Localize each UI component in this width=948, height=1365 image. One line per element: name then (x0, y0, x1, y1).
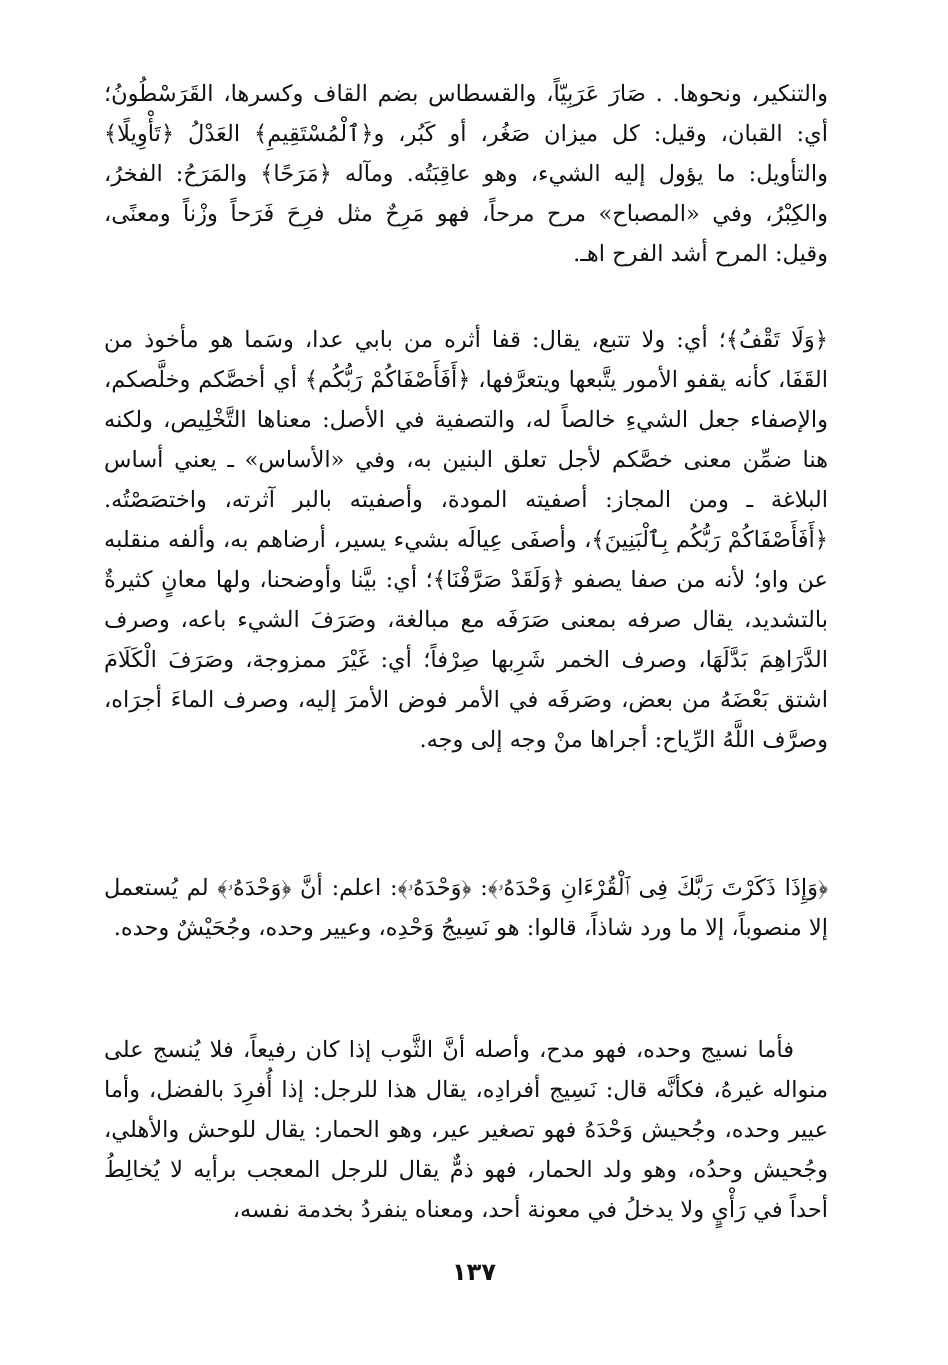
page-number: ١٣٧ (452, 1258, 496, 1286)
paragraph-text: فأما نسيج وحده، فهو مدح، وأصله أنَّ الثَّوب إذا كان رفيعاً، فلا يُنسج على منواله غيرهُ، فكأنَّه قال: نَسِيج أفرادِه، يقال هذا للرجل: إذا أُفرِدَ بالفضل، وأما عيير وحده، وجُحيش وَحْدَهُ فهو تصغير عير، وهو الحمار: يقال للوحش والأهلي، وجُحيش وحدُه، وهو ولد الحمار، فهو ذمٌّ يقال للرجل المعجب برأيه لا يُخالِطُ أحداً في رَأْيٍ ولا يدخلُ في معونة أحد، ومعناه ينفردُ بخدمة نفسه، (104, 1037, 828, 1223)
paragraph-4 (104, 1030, 828, 1230)
paragraph-3 (104, 868, 828, 948)
paragraph-2 (104, 320, 828, 760)
paragraph-text: ﴿وَإِذَا ذَكَرْتَ رَبَّكَ فِى ٱلْقُرْءَانِ وَحْدَهُۥ﴾: ﴿وَحْدَهُۥ﴾: اعلم: أنَّ ﴿وَحْدَهُۥ﴾ لم يُستعمل إلا منصوباً، إلا ما ورد شاذاً، قالوا: هو نَسِيجُ وَحْدِه، وعيير وحده، وجُحَيْشٌ وحده. (104, 875, 828, 941)
paragraph-text: ﴿وَلَا تَقْفُ﴾؛ أي: ولا تتبع، يقال: قفا أثره من بابي عدا، وسَما هو مأخوذ من القَفَا، كأنه يقفو الأمور يتَّبعها ويتعرَّفها، ﴿أَفَأَصْفَاكُمْ رَبُّكُم﴾ أي أخصَّكم وخلَّصكم، والإصفاء جعل الشيءِ خالصاً له، والتصفية في الأصل: معناها التَّخْلِيص، ولكنه هنا ضمِّن معنى خصَّكم لأجل تعلق البنين به، وفي «الأساس» ـ يعني أساس البلاغة ـ ومن المجاز: أصفيته المودة، وأصفيته بالبر آثرته، واختصَصْتُه. ﴿أَفَأَصْفَاكُمْ رَبُّكُم بِٱلْبَنِينَ﴾، وأصفَى عِيالَه بشيء يسير، أرضاهم به، وألفه منقلبه عن واو؛ لأنه من صفا يصفو ﴿وَلَقَدْ صَرَّفْنَا﴾؛ أي: بيَّنا وأوضحنا، ولها معانٍ كثيرةٌ بالتشديد، يقال صرفه بمعنى صَرَفَه مع مبالغة، وصَرَفَ الشيء باعه، وصرف الدَّرَاهِمَ بَدَّلَهَا، وصرف الخمر شَرِبها صِرْفاً؛ أي: غَيْرَ ممزوجة، وصَرَفَ الْكَلَامَ اشتق بَعْضَهُ من بعض، وصَرفَه في الأمر فوض الأمرَ إليه، وصرف الماءَ أجرَاه، وصرَّف اللَّهُ الرِّياح: أجراها منْ وجه إلى وجه. (104, 327, 828, 753)
paragraph-1 (104, 74, 828, 274)
paragraph-text: والتنكير، ونحوها. . صَارَ عَرَبِيّاً، والقسطاس بضم القاف وكسرها، القَرَسْطُونُ؛ أي: القبان، وقيل: كل ميزان صَغُر، أو كَبُر، و﴿ٱلْمُسْتَقِيمِ﴾ العَدْلُ ﴿تَأْوِيلًا﴾ والتأويل: ما يؤول إليه الشيء، وهو عاقِبَتُه. ومآله ﴿مَرَحًا﴾ والمَرَحُ: الفخرُ، والكِبْرُ، وفي «المصباح» مرح مرحاً، فهو مَرِحٌ مثل فرِحَ فَرَحاً وزْناً ومعنًى، وقيل: المرح أشد الفرح اهـ. (104, 81, 828, 267)
